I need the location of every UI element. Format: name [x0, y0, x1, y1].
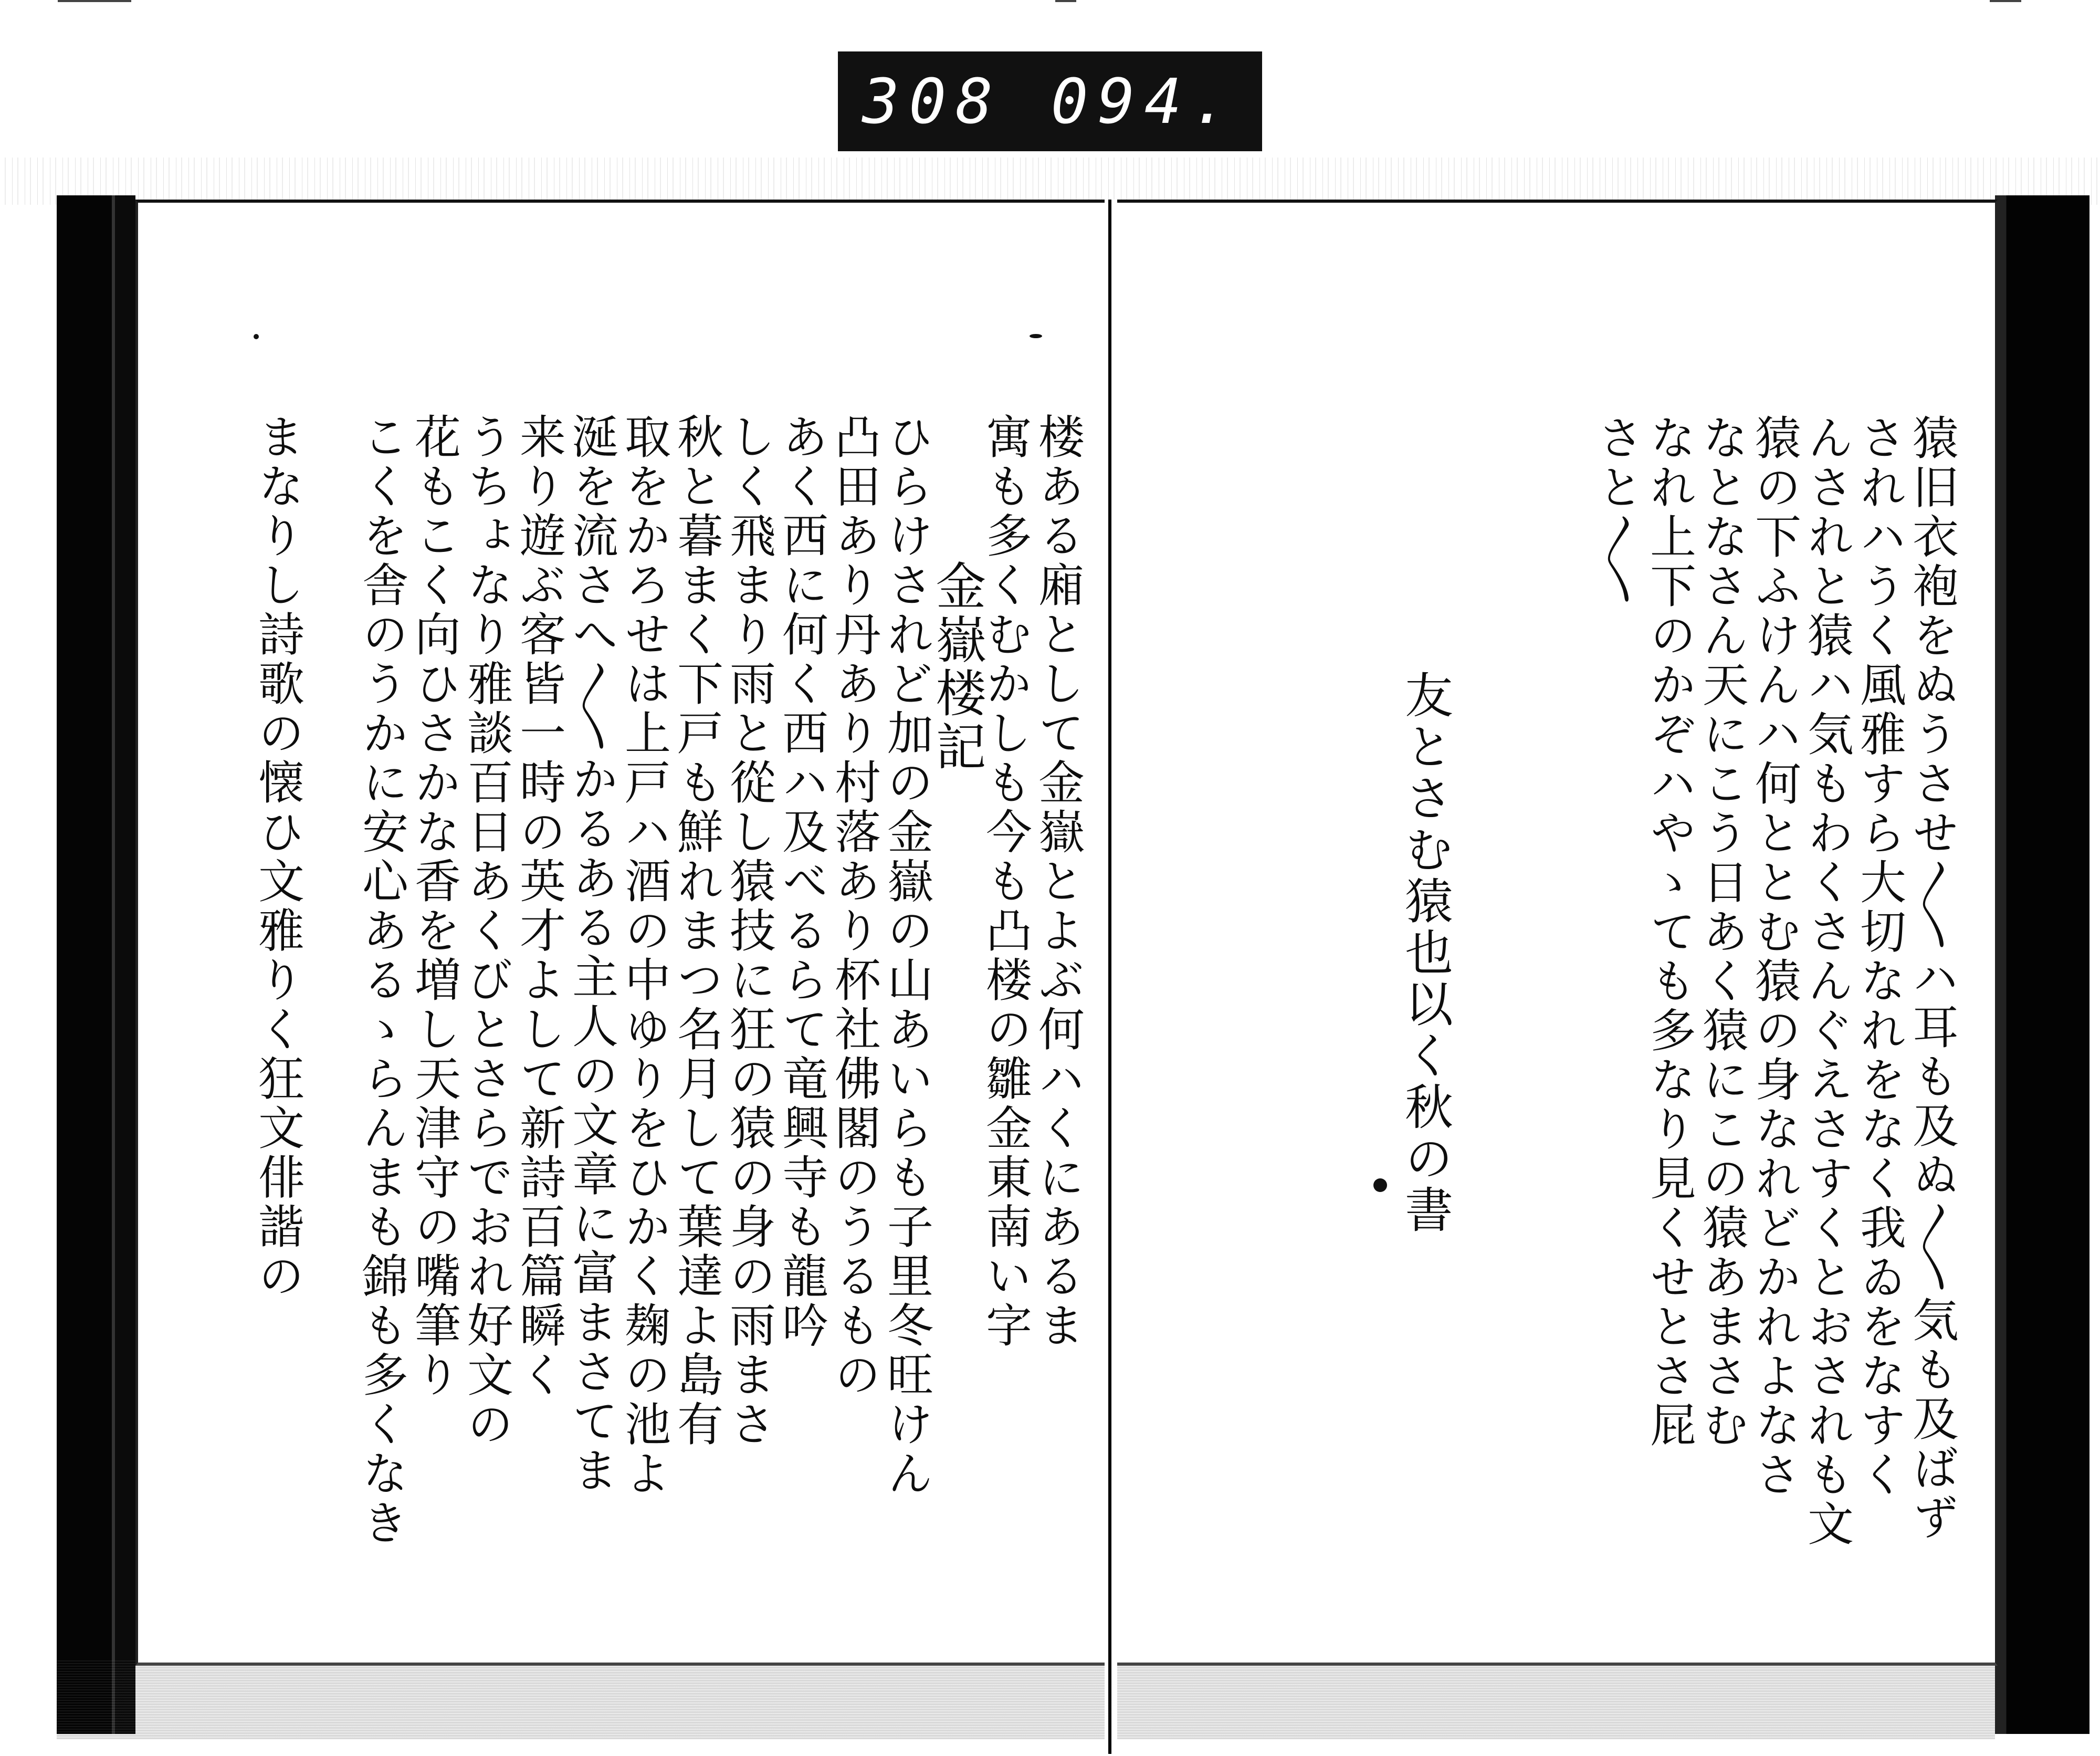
left-page — [135, 200, 1107, 1666]
frame-number: 094. — [1051, 65, 1238, 138]
text-line: こくを舎のうかに安心あるゝらんまも錦も多くなき — [355, 413, 409, 1548]
text-line: うちょなり雅談百日あくびとさらでおれ好文の — [460, 413, 514, 1449]
text-line: なとなさん天にこう日あく猿にこの猿あまさむ — [1695, 414, 1749, 1450]
microfilm-frame-number — [838, 51, 1262, 151]
text-line: 猿の下ふけんハ何ととむ猿の身なれどかれよなさ — [1748, 414, 1802, 1500]
book-edge-right — [1995, 195, 2090, 1734]
page-stack-left — [57, 1660, 1105, 1739]
text-line: 取をかろせは上戸ハ酒の中ゆりをひかく麹の池よ — [617, 413, 671, 1499]
text-line: なれ上下のかぞハやゝても多なり見くせとさ屁 — [1643, 414, 1697, 1450]
text-line: まなりし詩歌の懐ひ文雅りく狂文俳諧の — [251, 413, 305, 1301]
text-line: 涎を流さへ〳〵かるある主人の文章に富まさてま — [565, 413, 619, 1496]
text-line: 秋と暮まく下戸も鮮れまつ名月して葉達よ島有 — [670, 413, 724, 1449]
text-line: 来り遊ぶ客皆一時の英才よして新詩百篇瞬く — [512, 413, 566, 1400]
text-line: さと〳〵 — [1590, 414, 1644, 608]
ink-speck — [1373, 1178, 1387, 1192]
reel-number: 308 — [862, 65, 1003, 138]
text-line: されハうく風雅すら大切なれをなく我ゐをなすく — [1853, 414, 1907, 1500]
signature-line: 友とさむ猿也以く秋の書 — [1397, 670, 1453, 1236]
right-page — [1117, 200, 1998, 1666]
text-line: 猿旧衣袍をぬうさせ〳〵ハ耳も及ぬ〳〵気も及ばず — [1905, 414, 1959, 1543]
text-line: しく飛まり雨と從し猿技に狂の猿の身の雨まさ — [722, 413, 776, 1449]
page-stack-right — [1117, 1660, 1995, 1739]
book-gutter — [1105, 200, 1117, 1754]
text-line: 寓も多くむかしも今も凸楼の雛金東南い字 — [979, 413, 1033, 1351]
text-line: んされと猿ハ気もわくさんぐえさすくとおされも文 — [1800, 414, 1854, 1549]
text-line: 花もこく向ひさかな香を増し天津守の嘴筆り — [407, 413, 461, 1400]
text-line: あく西に何く西ハ及べるらて竜興寺も龍吟 — [775, 413, 829, 1351]
ink-speck — [254, 334, 259, 339]
text-line: 凸田あり丹あり村落あり杯社佛閣のうるもの — [827, 413, 881, 1400]
text-line: 楼ある廂として金嶽とよぶ何ハくにあるま — [1031, 413, 1085, 1351]
section-heading: 金嶽楼記 — [928, 560, 986, 774]
text-line: ひらけされど加の金嶽の山あいらも子里冬旺けん — [880, 413, 934, 1499]
book-edge-left — [57, 195, 135, 1734]
open-book — [57, 190, 2099, 1756]
ink-speck — [1030, 334, 1042, 338]
